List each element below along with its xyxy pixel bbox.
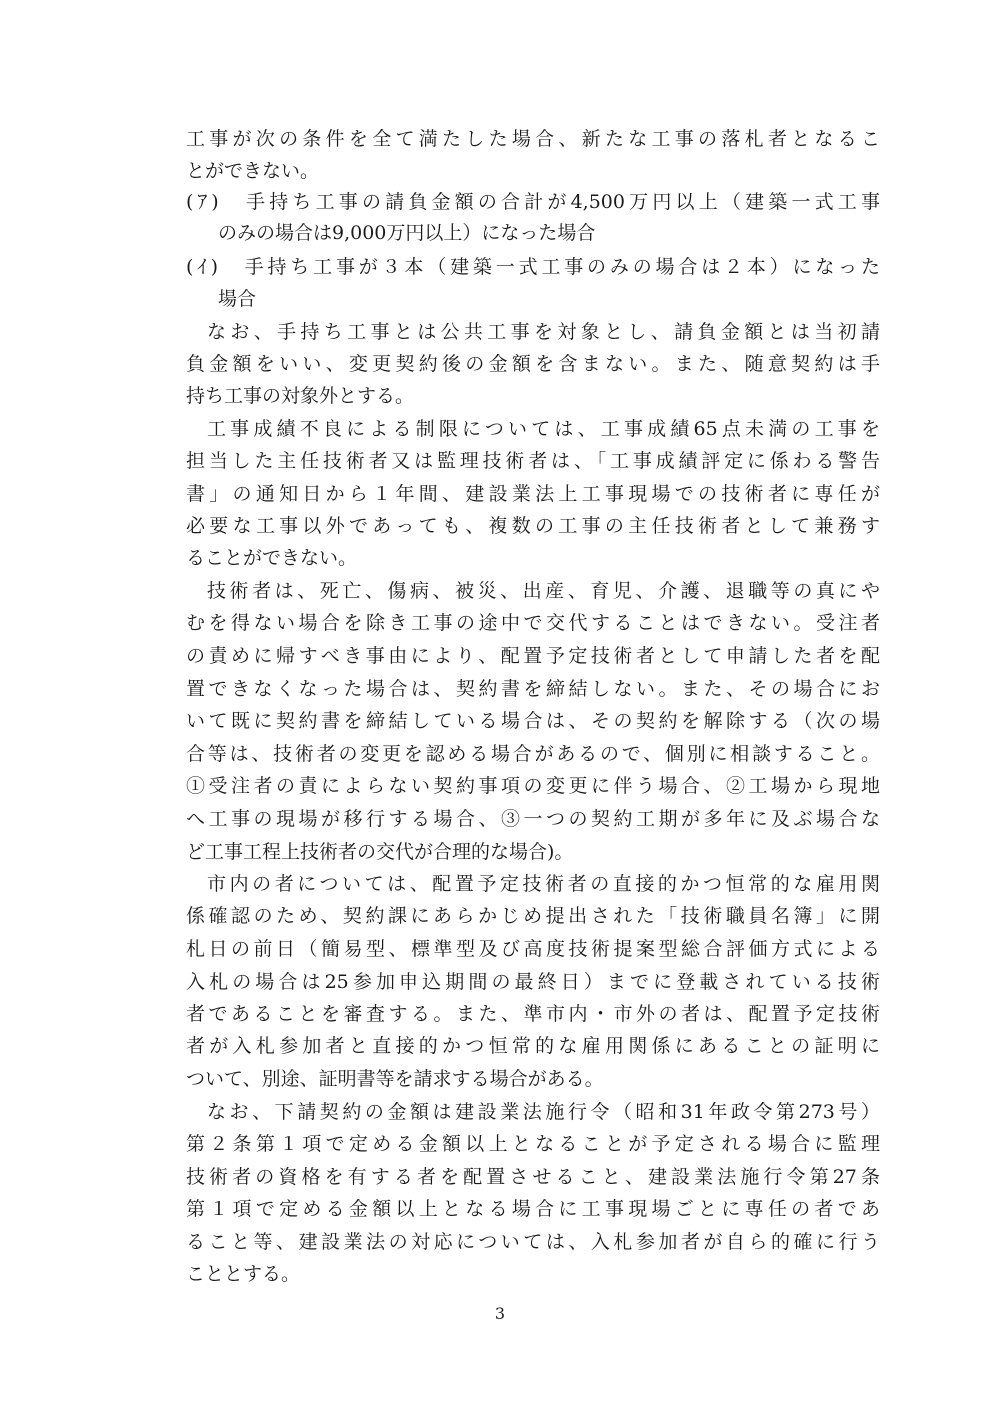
body-text-line: 市内の者については、配置予定技術者の直接的かつ恒常的な雇用関 [207,873,880,895]
body-text-line: の責めに帰すべき事由により、配置予定技術者として申請した者を配 [186,645,880,667]
body-text-line: ど工事工程上技術者の交代が合理的な場合)。 [186,841,574,863]
body-text-line: ①受注者の責によらない契約事項の変更に伴う場合、②工場から現地 [186,775,880,797]
body-text-line: 工事が次の条件を全て満たした場合、新たな工事の落札者となるこ [186,128,880,150]
list-item-b-line: (ｲ) 手持ち工事が３本（建築一式工事のみの場合は２本）になった [186,256,880,278]
page-number: 3 [494,1304,506,1323]
body-text-line: いて既に契約書を締結している場合は、その契約を解除する（次の場 [186,710,880,732]
body-text-line: 持ち工事の対象外とする。 [186,385,415,407]
list-item-b-line: 場合 [218,288,257,310]
body-text-line: 入札の場合は25参加申込期間の最終日）までに登載されている技術 [186,971,880,993]
body-text-line: なお、手持ち工事とは公共工事を対象とし、請負金額とは当初請 [207,321,880,343]
body-text-line: 第１項で定める金額以上となる場合に工事現場ごとに専任の者であ [186,1198,880,1220]
body-text-line: 係確認のため、契約課にあらかじめ提出された「技術職員名簿」に開 [186,905,880,927]
body-text-line: とができない。 [186,160,320,182]
body-text-line: 工事成績不良による制限については、工事成績65点未満の工事を [207,418,880,440]
body-text-line: 札日の前日（簡易型、標準型及び高度技術提案型総合評価方式による [186,938,880,960]
body-text-line: 第２条第１項で定める金額以上となることが予定される場合に監理 [186,1133,880,1155]
body-text-line: むを得ない場合を除き工事の途中で交代することはできない。受注者 [186,612,880,634]
body-text-line: なお、下請契約の金額は建設業法施行令（昭和31年政令第273号） [207,1101,880,1123]
body-text-line: ることができない。 [186,547,358,569]
body-text-line: 技術者の資格を有する者を配置させること、建設業法施行令第27条 [186,1166,880,1188]
list-item-a-line: のみの場合は9,000万円以上）になった場合 [218,222,596,244]
body-text-line: 置できなくなった場合は、契約書を締結しない。また、その場合にお [186,678,880,700]
body-text-line: ること等、建設業法の対応については、入札参加者が自ら的確に行う [186,1231,880,1253]
body-text-line: へ工事の現場が移行する場合、③一つの契約工期が多年に及ぶ場合な [186,808,880,830]
body-text-line: 者であることを審査する。また、準市内・市外の者は、配置予定技術 [186,1003,880,1025]
list-item-a-line: (ｱ) 手持ち工事の請負金額の合計が4,500万円以上（建築一式工事 [186,191,880,213]
body-text-line: こととする。 [186,1263,301,1285]
body-text-line: 必要な工事以外であっても、複数の工事の主任技術者として兼務す [186,515,880,537]
body-text-line: 負金額をいい、変更契約後の金額を含まない。また、随意契約は手 [186,353,880,375]
body-text-line: 担当した主任技術者又は監理技術者は、「工事成績評定に係わる警告 [186,450,880,472]
body-text-line: 書」の通知日から１年間、建設業法上工事現場での技術者に専任が [186,483,880,505]
body-text-line: 者が入札参加者と直接的かつ恒常的な雇用関係にあることの証明に [186,1035,880,1057]
body-text-line: 合等は、技術者の変更を認める場合があるので、個別に相談すること。 [186,743,880,765]
body-text-line: 技術者は、死亡、傷病、被災、出産、育児、介護、退職等の真にや [207,580,880,602]
body-text-line: ついて、別途、証明書等を請求する場合がある。 [186,1068,604,1090]
